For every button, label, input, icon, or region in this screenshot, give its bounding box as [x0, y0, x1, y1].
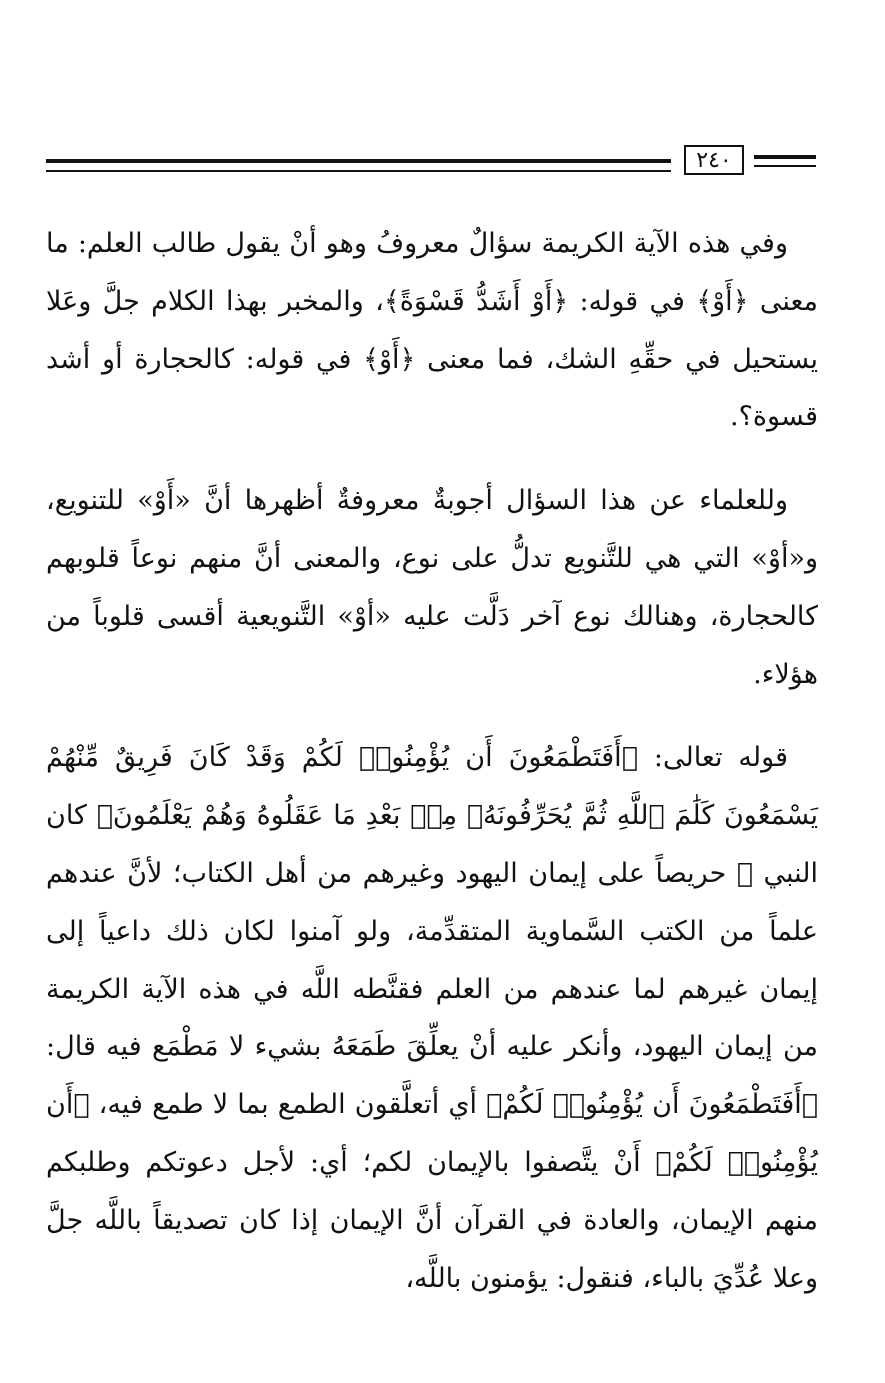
header-rule-short	[754, 155, 816, 159]
header-rule-short-thin	[754, 165, 816, 167]
page-header	[46, 145, 816, 181]
paragraph-answer: وللعلماء عن هذا السؤال أجوبةٌ معروفةٌ أظهرها أنَّ «أَوْ» للتنويع، و«أوْ» التي هي للتَّنويع تدلُّ على نوع، والمعنى أنَّ منهم نوعاً قلوبهم كالحجارة، وهنالك نوع آخر دَلَّت عليه «أوْ» التَّنويعية أقسى قلوباً من هؤلاء.	[46, 485, 818, 690]
page-number: ٢٤٠	[684, 145, 744, 175]
page-body	[46, 215, 818, 1307]
paragraph-verse-commentary: قوله تعالى: ﴿أَفَتَطْمَعُونَ أَن يُؤْمِنُوا۟ لَكُمْ وَقَدْ كَانَ فَرِيقٌ مِّنْهُمْ يَسْمَعُونَ كَلَٰمَ ٱللَّهِ ثُمَّ يُحَرِّفُونَهُۥ مِنۢ بَعْدِ مَا عَقَلُوهُ وَهُمْ يَعْلَمُونَ﴾ كان النبي ﷺ حريصاً على إيمان اليهود وغيرهم من أهل الكتاب؛ لأنَّ عندهم علماً من الكتب السَّماوية المتقدِّمة، ولو آمنوا لكان ذلك داعياً إلى إيمان غيرهم لما عندهم من العلم فقنَّطه اللَّه في هذه الآية الكريمة من إيمان اليهود، وأنكر عليه أنْ يعلِّقَ طَمَعَهُ بشيء لا مَطْمَع فيه قال: ﴿أَفَتَطْمَعُونَ أَن يُؤْمِنُوا۟ لَكُمْ﴾ أي أتعلَّقون الطمع بما لا طمع فيه، ﴿أَن يُؤْمِنُوا۟ لَكُمْ﴾ أَنْ يتَّصفوا بالإيمان لكم؛ أي: لأجل دعوتكم وطلبكم منهم الإيمان، والعادة في القرآن أنَّ الإيمان إذا كان تصديقاً باللَّه جلَّ وعلا عُدِّيَ بالباء، فنقول: يؤمنون باللَّه،	[46, 742, 818, 1294]
header-rule-thin	[46, 170, 671, 172]
header-rule	[46, 159, 671, 163]
paragraph-question: وفي هذه الآية الكريمة سؤالٌ معروفُ وهو أنْ يقول طالب العلم: ما معنى ﴿أَوْ﴾ في قوله: ﴿أَوْ أَشَدُّ قَسْوَةً﴾، والمخبر بهذا الكلام جلَّ وعَلا يستحيل في حقِّهِ الشك، فما معنى ﴿أَوْ﴾ في قوله: كالحجارة أو أشد قسوة؟.	[46, 228, 818, 433]
